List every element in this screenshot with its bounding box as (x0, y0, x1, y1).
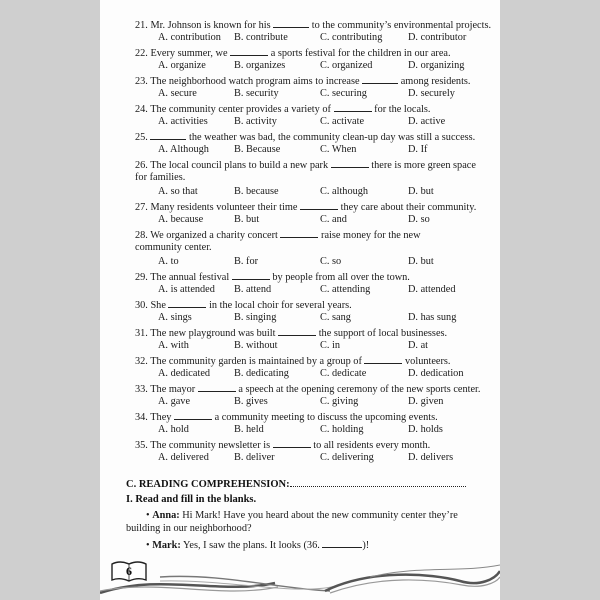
question-number: 26. (135, 160, 148, 171)
question-text-pre: Many residents volunteer their time (150, 202, 298, 213)
option-b[interactable]: B. activity (234, 116, 277, 127)
answer-blank[interactable] (364, 354, 402, 364)
dialogue-line-mark (126, 538, 486, 553)
decorative-swoosh (100, 555, 500, 600)
question-number: 28. (135, 230, 148, 241)
option-a[interactable]: A. gave (158, 396, 191, 407)
option-a[interactable]: A. to (158, 256, 179, 267)
subsection-title: I. Read and fill in the blanks. (126, 494, 257, 505)
answer-blank[interactable] (331, 158, 369, 168)
question-text-pre: The community center provides a variety of (150, 104, 331, 115)
question-number: 24. (135, 104, 148, 115)
question-text-pre: Mr. Johnson is known for his (150, 20, 271, 31)
option-b[interactable]: B. because (234, 186, 279, 197)
question-text-post: to all residents every month. (313, 440, 431, 451)
page-footer (100, 555, 500, 600)
option-b[interactable]: B. dedicating (234, 368, 289, 379)
question-number: 30. (135, 300, 148, 311)
question-31 (135, 326, 480, 340)
option-c[interactable]: C. activate (320, 116, 365, 127)
question-30 (135, 298, 480, 312)
option-d[interactable]: D. contributor (408, 32, 467, 43)
question-text-post: raise money for the new community center. (135, 230, 421, 253)
option-b[interactable]: B. Because (234, 144, 281, 155)
options-26 (158, 186, 488, 198)
question-text-post: by people from all over the town. (272, 272, 410, 283)
option-a[interactable]: A. sings (158, 312, 192, 323)
page-number: 6 (126, 564, 132, 578)
question-text-post: for the locals. (374, 104, 431, 115)
option-b[interactable]: B. deliver (234, 452, 275, 463)
options-24 (158, 116, 488, 128)
option-d[interactable]: D. has sung (408, 312, 457, 323)
answer-blank[interactable] (278, 326, 316, 336)
options-22 (158, 60, 488, 72)
option-d[interactable]: D. If (408, 144, 428, 155)
option-d[interactable]: D. holds (408, 424, 443, 435)
question-27 (135, 200, 480, 214)
question-26 (135, 158, 477, 184)
options-31 (158, 340, 488, 352)
question-number: 25. (135, 132, 148, 143)
option-c[interactable]: C. in (320, 340, 341, 351)
option-c[interactable]: C. so (320, 256, 342, 267)
dialogue-line-anna (126, 510, 486, 535)
option-c[interactable]: C. and (320, 214, 347, 225)
question-text-pre: We organized a charity concert (150, 230, 278, 241)
option-d[interactable]: D. securely (408, 88, 455, 99)
speaker-name: Mark: (152, 540, 181, 551)
answer-blank[interactable] (334, 102, 372, 112)
bullet-icon: • (146, 540, 150, 551)
question-21 (135, 18, 492, 32)
answer-blank[interactable] (300, 200, 338, 210)
question-text-post: a sports festival for the children in our area. (270, 48, 451, 59)
options-34 (158, 424, 488, 436)
option-a[interactable]: A. so that (158, 186, 198, 197)
question-number: 29. (135, 272, 148, 283)
answer-blank[interactable] (232, 270, 270, 280)
question-text-post: among residents. (400, 76, 471, 87)
question-number: 22. (135, 48, 148, 59)
answer-blank[interactable] (273, 438, 311, 448)
option-c[interactable]: C. dedicate (320, 368, 367, 379)
question-text-pre: The new playground was built (150, 328, 276, 339)
option-a[interactable]: A. is attended (158, 284, 215, 295)
option-a[interactable]: A. delivered (158, 452, 209, 463)
option-d[interactable]: D. at (408, 340, 429, 351)
question-text-post: they care about their community. (340, 202, 477, 213)
option-d[interactable]: D. attended (408, 284, 456, 295)
option-d[interactable]: D. organizing (408, 60, 465, 71)
option-c[interactable]: C. attending (320, 284, 371, 295)
option-c[interactable]: C. sang (320, 312, 351, 323)
answer-blank[interactable] (198, 382, 236, 392)
question-number: 35. (135, 440, 148, 451)
question-text-post: in the local choir for several years. (209, 300, 352, 311)
question-number: 31. (135, 328, 148, 339)
option-c[interactable]: C. although (320, 186, 369, 197)
question-text-pre: The community newsletter is (150, 440, 271, 451)
question-25 (135, 130, 480, 144)
question-number: 34. (135, 412, 148, 423)
question-23 (135, 74, 480, 88)
question-text-post: there is more green space for families. (135, 160, 476, 183)
options-29 (158, 284, 488, 296)
worksheet-page (100, 0, 500, 600)
dialogue-text: Yes, I saw the plans. It looks (36. (182, 540, 320, 551)
option-a[interactable]: A. contribution (158, 32, 221, 43)
options-21 (158, 32, 488, 44)
options-33 (158, 396, 488, 408)
answer-blank[interactable] (273, 18, 309, 28)
option-a[interactable]: A. dedicated (158, 368, 211, 379)
option-a[interactable]: A. organize (158, 60, 206, 71)
option-b[interactable]: B. attend (234, 284, 272, 295)
option-d[interactable]: D. delivers (408, 452, 454, 463)
options-25 (158, 144, 488, 156)
option-b[interactable]: B. gives (234, 396, 268, 407)
dotted-line (290, 478, 466, 487)
question-35 (135, 438, 480, 452)
question-text-post: a speech at the opening ceremony of the new sports center. (238, 384, 481, 395)
option-c[interactable]: C. delivering (320, 452, 374, 463)
question-number: 32. (135, 356, 148, 367)
question-number: 33. (135, 384, 148, 395)
option-d[interactable]: D. but (408, 256, 434, 267)
option-d[interactable]: D. given (408, 396, 444, 407)
option-c[interactable]: C. holding (320, 424, 364, 435)
options-30 (158, 312, 488, 324)
bullet-icon: • (146, 510, 150, 521)
option-b[interactable]: B. held (234, 424, 264, 435)
section-heading (126, 478, 466, 490)
option-b[interactable]: B. security (234, 88, 279, 99)
question-32 (135, 354, 480, 368)
subsection-heading (126, 494, 256, 505)
question-29 (135, 270, 480, 284)
option-c[interactable]: C. contributing (320, 32, 383, 43)
options-23 (158, 88, 488, 100)
options-35 (158, 452, 488, 464)
answer-blank[interactable] (150, 130, 186, 140)
option-d[interactable]: D. dedication (408, 368, 464, 379)
option-c[interactable]: C. giving (320, 396, 359, 407)
option-a[interactable]: A. with (158, 340, 189, 351)
question-text-pre: Every summer, we (150, 48, 228, 59)
question-24 (135, 102, 480, 116)
question-34 (135, 410, 480, 424)
question-text-pre: The community garden is maintained by a group of (150, 356, 362, 367)
question-33 (135, 382, 480, 396)
question-text-pre: They (150, 412, 172, 423)
option-d[interactable]: D. but (408, 186, 434, 197)
option-b[interactable]: B. contribute (234, 32, 288, 43)
option-a[interactable]: A. hold (158, 424, 189, 435)
option-a[interactable]: A. secure (158, 88, 197, 99)
option-c[interactable]: C. When (320, 144, 357, 155)
question-text-pre: The annual festival (150, 272, 230, 283)
question-text-post: the support of local businesses. (318, 328, 448, 339)
answer-blank[interactable] (322, 538, 362, 548)
option-a[interactable]: A. activities (158, 116, 208, 127)
answer-blank[interactable] (168, 298, 206, 308)
option-b[interactable]: B. singing (234, 312, 277, 323)
options-27 (158, 214, 488, 226)
question-text-pre: The local council plans to build a new park (150, 160, 329, 171)
option-d[interactable]: D. active (408, 116, 446, 127)
question-number: 23. (135, 76, 148, 87)
option-b[interactable]: B. for (234, 256, 259, 267)
question-text-post: to the community’s environmental projects. (311, 20, 492, 31)
answer-blank[interactable] (362, 74, 398, 84)
question-text-post: a community meeting to discuss the upcoming events. (214, 412, 438, 423)
question-text-pre: She (150, 300, 166, 311)
option-d[interactable]: D. so (408, 214, 430, 225)
question-number: 27. (135, 202, 148, 213)
question-text-pre: The mayor (150, 384, 196, 395)
option-a[interactable]: A. because (158, 214, 204, 225)
option-b[interactable]: B. but (234, 214, 260, 225)
answer-blank[interactable] (280, 228, 318, 238)
section-title: C. READING COMPREHENSION: (126, 479, 290, 490)
question-28 (135, 228, 460, 254)
option-a[interactable]: A. Although (158, 144, 209, 155)
question-text-pre: The neighborhood watch program aims to increase (150, 76, 360, 87)
question-number: 21. (135, 20, 148, 31)
question-text-post: volunteers. (405, 356, 451, 367)
option-c[interactable]: C. securing (320, 88, 367, 99)
option-b[interactable]: B. without (234, 340, 278, 351)
speaker-name: Anna: (152, 510, 180, 521)
options-32 (158, 368, 488, 380)
options-28 (158, 256, 488, 268)
question-text-post: the weather was bad, the community clean-up day was still a success. (189, 132, 476, 143)
answer-blank[interactable] (174, 410, 212, 420)
option-b[interactable]: B. organizes (234, 60, 286, 71)
question-22 (135, 46, 480, 60)
dialogue-text-after: )! (362, 540, 370, 551)
answer-blank[interactable] (230, 46, 268, 56)
option-c[interactable]: C. organized (320, 60, 373, 71)
dialogue-text: Hi Mark! Have you heard about the new community center they’re building in our neighborhood? (126, 510, 458, 534)
